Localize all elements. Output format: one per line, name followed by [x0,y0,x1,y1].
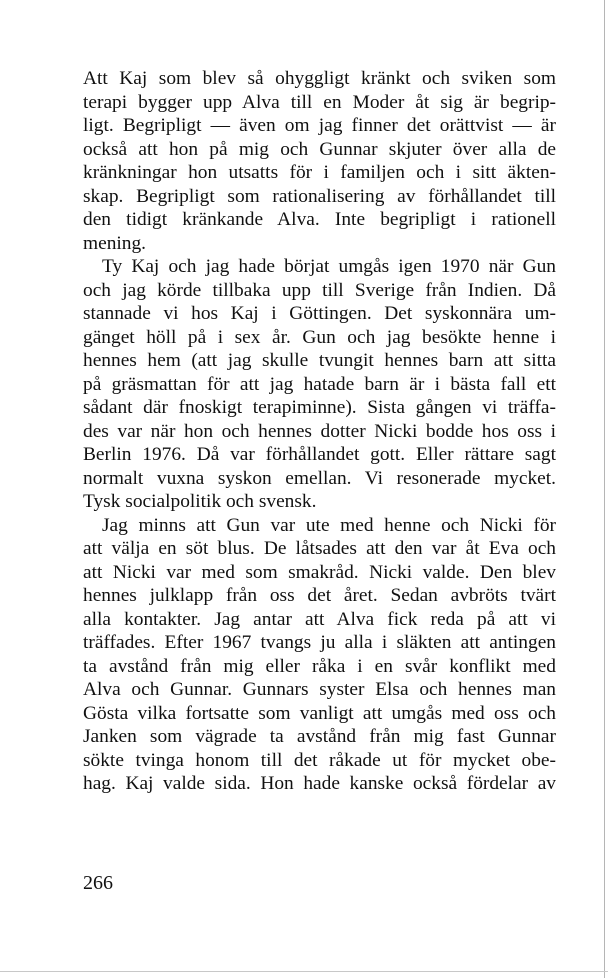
page-edge-right [604,0,605,978]
text-line: gänget höll på i sex år. Gun och jag besökte henne i [83,326,556,348]
text-line: ta avstånd från mig eller råka i en svår konflikt med [83,655,556,677]
text-line: sökte tvinga honom till det råkade ut för mycket obe- [83,749,556,771]
text-line: hennes hem (att jag skulle tvungit hennes barn att sitta [83,350,556,371]
text-line: den tidigt kränkande Alva. Inte begripligt i rationell [83,209,556,230]
text-line: kränkningar hon utsatts för i familjen och i sitt äkten- [83,162,556,183]
text-line: Alva och Gunnar. Gunnars syster Elsa och hennes man [83,679,556,700]
paragraph-3 [83,514,556,796]
text-line: också att hon på mig och Gunnar skjuter över alla de [83,138,556,160]
page-number: 266 [83,872,113,894]
text-line: hag. Kaj valde sida. Hon hade kanske också fördelar av [83,773,556,794]
page-edge-bottom [0,971,608,972]
text-line: terapi bygger upp Alva till en Moder åt sig är begrip- [83,91,556,113]
text-line: Janken som vägrade ta avstånd från mig fast Gunnar [83,726,556,747]
text-line: Jag minns att Gun var ute med henne och Nicki för [102,514,556,536]
text-line: hennes julklapp från oss det året. Sedan avbröts tvärt [83,585,556,606]
text-line: på gräsmattan för att jag hatade barn är i bästa fall ett [83,373,556,395]
text-line: stannade vi hos Kaj i Göttingen. Det syskonnära um- [83,303,556,324]
text-line: mening. [83,232,147,254]
text-line: Ty Kaj och jag hade börjat umgås igen 1970 när Gun [102,256,556,277]
text-line: Tysk socialpolitik och svensk. [83,491,317,512]
paragraph-1 [83,67,556,255]
text-line: sådant där fnoskigt terapiminne). Sista gången vi träffa- [83,397,556,418]
text-line: Att Kaj som blev så ohyggligt kränkt och sviken som [83,68,556,89]
text-line: Berlin 1976. Då var förhållandet gott. Eller rättare sagt [83,444,556,465]
text-line: att välja en söt blus. De låtsades att den var åt Eva och [83,538,556,559]
text-line: att Nicki var med som smakråd. Nicki valde. Den blev [83,561,556,583]
text-line: skap. Begripligt som rationalisering av förhållandet till [83,185,556,207]
text-line: alla kontakter. Jag antar att Alva fick reda på att vi [83,608,556,630]
text-line: des var när hon och hennes dotter Nicki bodde hos oss i [83,420,556,442]
text-line: träffades. Efter 1967 tvangs ju alla i släkten att antingen [83,632,556,653]
text-line: ligt. Begripligt — även om jag finner det orättvist — är [83,115,556,136]
text-line: och jag körde tillbaka upp till Sverige från Indien. Då [83,279,556,301]
paragraph-2 [83,255,556,514]
text-line: normalt vuxna syskon emellan. Vi resonerade mycket. [83,467,556,489]
text-line: Gösta vilka fortsatte som vanligt att umgås med oss och [83,702,556,724]
body-text [83,67,556,796]
